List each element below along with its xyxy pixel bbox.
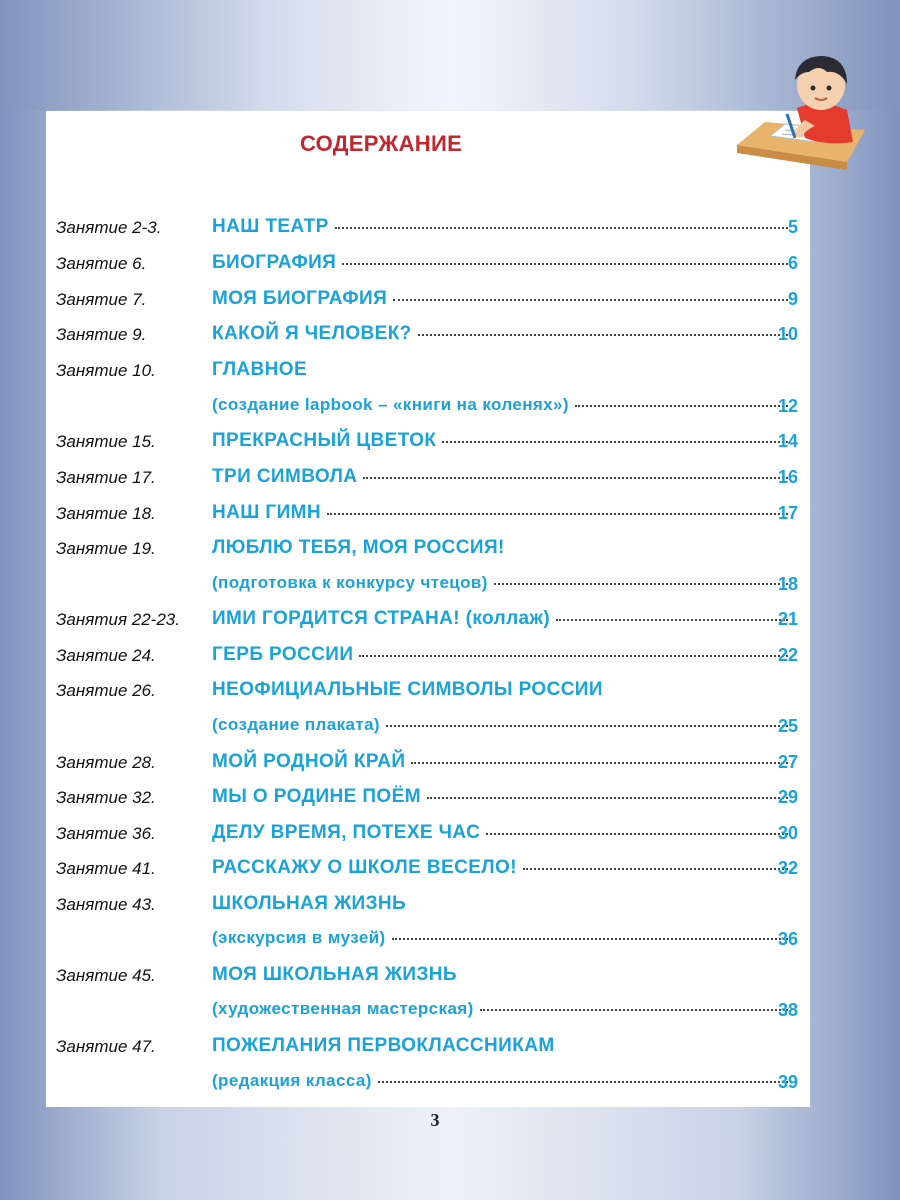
toc-entry-line[interactable]: [212, 644, 798, 666]
dot-leader: [386, 724, 788, 727]
dot-leader: [523, 867, 788, 870]
toc-row: [0, 784, 900, 814]
lesson-label: Занятие 7.: [56, 290, 147, 309]
toc-page-number[interactable]: 27: [777, 752, 798, 772]
toc-row: [0, 962, 900, 992]
dot-leader: [342, 262, 788, 265]
toc-row: [0, 820, 900, 850]
toc-entry-line[interactable]: [212, 466, 798, 488]
toc-entry-title: ПРЕКРАСНЫЙ ЦВЕТОК: [212, 430, 437, 451]
toc-entry-line[interactable]: [212, 608, 798, 630]
toc-row: [0, 214, 900, 244]
toc-entry-subtitle-line[interactable]: [212, 1071, 798, 1091]
dot-leader: [442, 440, 788, 443]
toc-row-continuation: [0, 926, 900, 956]
toc-page-number[interactable]: 39: [777, 1072, 798, 1092]
lesson-label: Занятие 6.: [56, 254, 147, 273]
dot-leader: [335, 226, 788, 229]
lesson-label: Занятие 28.: [56, 753, 156, 772]
lesson-label: Занятие 41.: [56, 859, 156, 878]
toc-page-number[interactable]: 17: [777, 503, 798, 523]
toc-page-number[interactable]: 21: [777, 609, 798, 629]
toc-row-continuation: [0, 997, 900, 1027]
toc-entry-subtitle: (подготовка к конкурсу чтецов): [212, 573, 488, 592]
toc-row-continuation: [0, 571, 900, 601]
toc-page-number[interactable]: 22: [777, 645, 798, 665]
lesson-label: Занятие 45.: [56, 966, 156, 985]
toc-entry-subtitle: (художественная мастерская): [212, 999, 474, 1018]
toc-entry-title: БИОГРАФИЯ: [212, 252, 337, 273]
toc-row: [0, 642, 900, 672]
lesson-label: Занятие 19.: [56, 539, 156, 558]
toc-entry-title: МОЙ РОДНОЙ КРАЙ: [212, 751, 406, 772]
lesson-label: Занятие 47.: [56, 1037, 156, 1056]
toc-row: [0, 286, 900, 316]
lesson-label: Занятие 10.: [56, 361, 156, 380]
dot-leader: [392, 937, 788, 940]
toc-entry-subtitle: (экскурсия в музей): [212, 928, 386, 947]
toc-row: [0, 250, 900, 280]
dot-leader: [359, 654, 788, 657]
toc-entry-title: ГЕРБ РОССИИ: [212, 644, 354, 665]
lesson-label: Занятие 2-3.: [56, 218, 162, 237]
dot-leader: [494, 582, 788, 585]
toc-row: [0, 357, 900, 387]
toc-page-number[interactable]: 5: [787, 217, 798, 237]
lesson-label: Занятия 22-23.: [56, 610, 180, 629]
toc-page-number[interactable]: 6: [787, 253, 798, 273]
toc-entry-line[interactable]: [212, 822, 798, 844]
toc-row: [0, 1033, 900, 1063]
toc-entry-title: НАШ ГИМН: [212, 502, 321, 523]
toc-entry-subtitle-line[interactable]: [212, 395, 798, 415]
toc-entry-line[interactable]: [212, 252, 798, 274]
dot-leader: [327, 512, 788, 515]
toc-entry-subtitle: (редакция класса): [212, 1071, 372, 1090]
toc-entry-title: ДЕЛУ ВРЕМЯ, ПОТЕХЕ ЧАС: [212, 822, 481, 843]
dot-leader: [393, 298, 788, 301]
toc-row: [0, 464, 900, 494]
toc-row-continuation: [0, 393, 900, 423]
toc-row-continuation: [0, 1069, 900, 1099]
toc-entry-title: ТРИ СИМВОЛА: [212, 466, 358, 487]
toc-entry-title: НАШ ТЕАТР: [212, 216, 329, 237]
toc-entry-line[interactable]: [212, 323, 798, 345]
toc-row: [0, 535, 900, 565]
toc-entry-title: ИМИ ГОРДИТСЯ СТРАНА! (коллаж): [212, 608, 551, 629]
toc-page-number[interactable]: 18: [777, 574, 798, 594]
toc-entry-line[interactable]: [212, 751, 798, 773]
toc-entry-subtitle: (создание плаката): [212, 715, 380, 734]
toc-entry-title[interactable]: НЕОФИЦИАЛЬНЫЕ СИМВОЛЫ РОССИИ: [212, 679, 603, 700]
toc-row: [0, 606, 900, 636]
lesson-label: Занятие 15.: [56, 432, 156, 451]
toc-entry-title: РАССКАЖУ О ШКОЛЕ ВЕСЕЛО!: [212, 857, 517, 878]
toc-page-number[interactable]: 12: [777, 396, 798, 416]
toc-entry-subtitle-line[interactable]: [212, 999, 798, 1019]
toc-entry-line[interactable]: [212, 786, 798, 808]
toc-row: [0, 321, 900, 351]
page-number: 3: [430, 1110, 440, 1130]
dot-leader: [427, 796, 788, 799]
toc-page-number[interactable]: 30: [777, 823, 798, 843]
toc-row: [0, 855, 900, 885]
dot-leader: [486, 832, 788, 835]
toc-page-number[interactable]: 9: [787, 289, 798, 309]
toc-page-number[interactable]: 38: [777, 1000, 798, 1020]
dot-leader: [418, 333, 788, 336]
toc-row: [0, 749, 900, 779]
toc-entry-title[interactable]: МОЯ ШКОЛЬНАЯ ЖИЗНЬ: [212, 964, 457, 985]
dot-leader: [363, 476, 788, 479]
lesson-label: Занятие 43.: [56, 895, 156, 914]
toc-entry-line[interactable]: [212, 288, 798, 310]
dot-leader: [411, 761, 788, 764]
toc-row-continuation: [0, 713, 900, 743]
toc-page-number[interactable]: 14: [777, 431, 798, 451]
lesson-label: Занятие 26.: [56, 681, 156, 700]
toc-entry-title[interactable]: ПОЖЕЛАНИЯ ПЕРВОКЛАССНИКАМ: [212, 1035, 555, 1056]
toc-row: [0, 428, 900, 458]
dot-leader: [556, 618, 788, 621]
dot-leader: [378, 1080, 788, 1083]
toc-entry-title[interactable]: ЛЮБЛЮ ТЕБЯ, МОЯ РОССИЯ!: [212, 537, 505, 558]
toc-entry-subtitle-line[interactable]: [212, 715, 798, 735]
page-title: СОДЕРЖАНИЕ: [300, 131, 463, 156]
toc-entry-title[interactable]: ШКОЛЬНАЯ ЖИЗНЬ: [212, 893, 407, 914]
toc-entry-line[interactable]: [212, 502, 798, 524]
toc-entry-line[interactable]: [212, 216, 798, 238]
toc-row: [0, 500, 900, 530]
toc-entry-title: МЫ О РОДИНЕ ПОЁМ: [212, 786, 421, 807]
toc-entry-subtitle-line[interactable]: [212, 573, 798, 593]
toc-entry-line[interactable]: [212, 857, 798, 879]
toc-page-number[interactable]: 25: [777, 716, 798, 736]
toc-entry-title: КАКОЙ Я ЧЕЛОВЕК?: [212, 323, 412, 344]
toc-page-number[interactable]: 29: [777, 787, 798, 807]
lesson-label: Занятие 18.: [56, 504, 156, 523]
toc-page-number[interactable]: 16: [777, 467, 798, 487]
lesson-label: Занятие 32.: [56, 788, 156, 807]
lesson-label: Занятие 17.: [56, 468, 156, 487]
toc-page-number[interactable]: 32: [777, 858, 798, 878]
dot-leader: [575, 404, 788, 407]
toc-entry-line[interactable]: [212, 430, 798, 452]
toc-page-number[interactable]: 36: [777, 929, 798, 949]
toc-entry-subtitle: (создание lapbook – «книги на коленях»): [212, 395, 569, 414]
toc-page-number[interactable]: 10: [777, 324, 798, 344]
lesson-label: Занятие 9.: [56, 325, 147, 344]
toc-row: [0, 677, 900, 707]
toc-entry-subtitle-line[interactable]: [212, 928, 798, 948]
lesson-label: Занятие 24.: [56, 646, 156, 665]
dot-leader: [480, 1008, 788, 1011]
lesson-label: Занятие 36.: [56, 824, 156, 843]
toc-row: [0, 891, 900, 921]
toc-entry-title[interactable]: ГЛАВНОЕ: [212, 359, 308, 380]
toc-entry-title: МОЯ БИОГРАФИЯ: [212, 288, 388, 309]
